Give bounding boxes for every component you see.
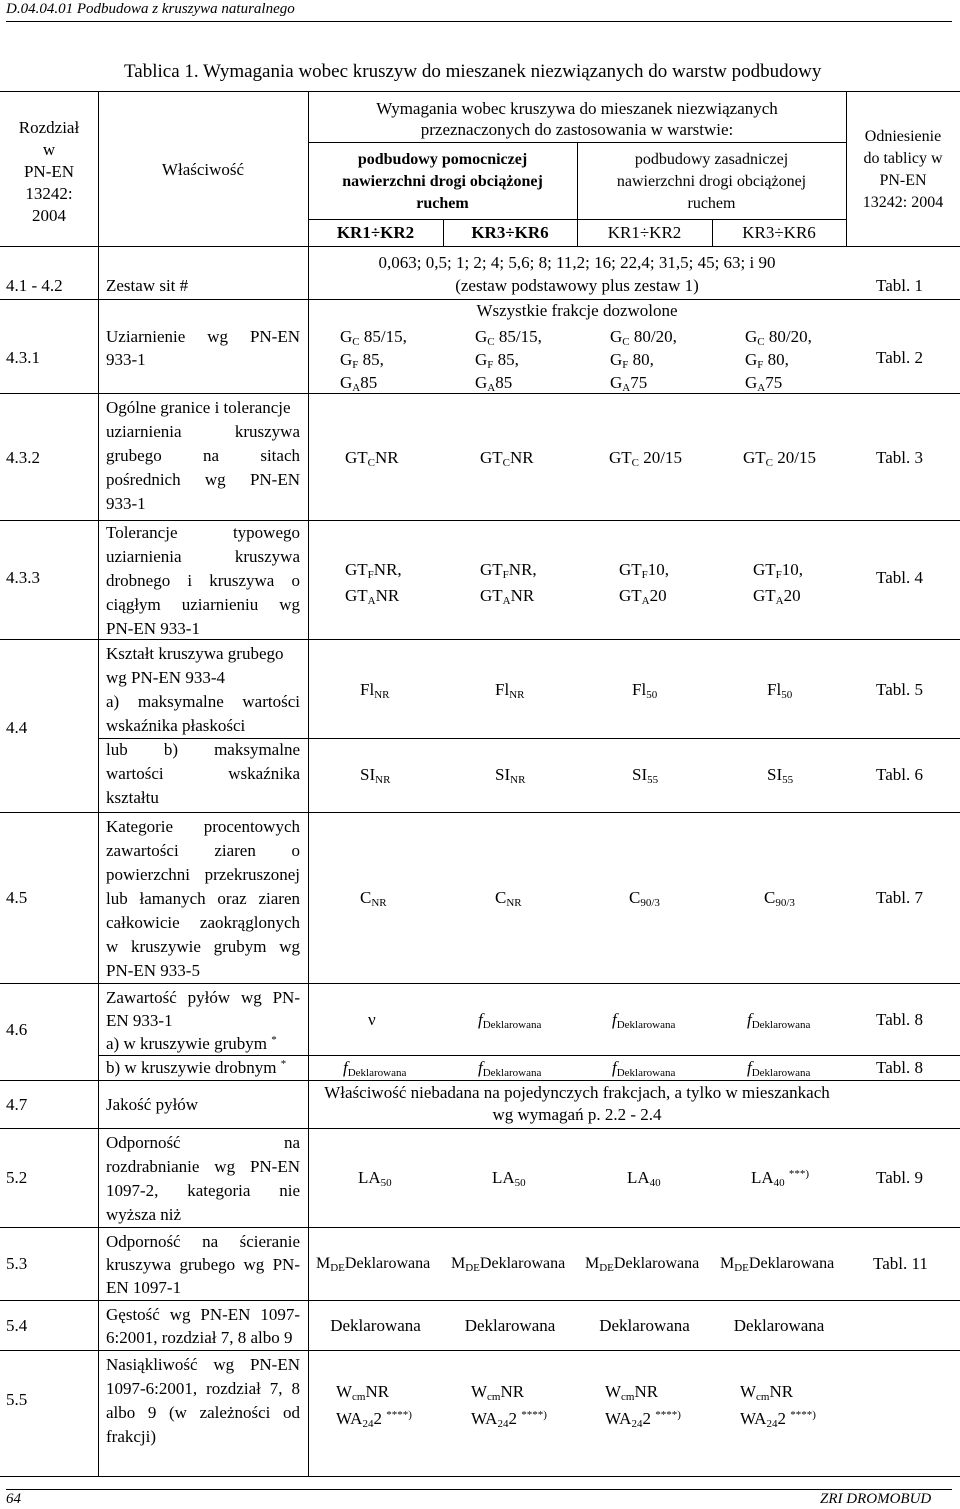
reference-tabl: Tabl. 8 <box>876 1010 923 1029</box>
head-rozdzial: Rozdział w PN-EN 13242: 2004 <box>18 118 80 225</box>
value-cell: $f_{Deklarowana}$ <box>343 1058 407 1079</box>
sieve-set-value: 0,063; 0,5; 1; 2; 4; 5,6; 8; 11,2; 16; 22,4; 31,5; 45; 63; i 90 (zestaw podstawowy plus zestaw 1) <box>378 253 776 295</box>
value-cell: $Fl_{NR}$ <box>360 680 390 701</box>
value-cell: Deklarowana <box>599 1316 690 1335</box>
value-cell: $LA_{50}$ <box>492 1168 526 1189</box>
value-cell: $G_C$ 85/15, $G_F$ 85, $G_A85$ <box>475 327 542 394</box>
page-header: D.04.04.01 Podbudowa z kruszywa naturalnego <box>6 1 295 17</box>
property-label: Odporność na rozdrabnianie wg PN-EN 1097-2, kategoria nie wyższa niż <box>106 1133 300 1224</box>
section-number: 5.5 <box>6 1390 28 1409</box>
value-cell: Deklarowana <box>330 1316 421 1335</box>
value-cell: ν <box>368 1010 376 1029</box>
value-cell: $GT_F10$, $GT_A20$ <box>753 560 804 607</box>
value-cell: $f_{Deklarowana}$ <box>747 1058 811 1079</box>
property-label: Ogólne granice i tolerancje uziarnienia kruszywa grubego na sitach pośrednich wg PN-EN 933-1 <box>106 398 300 513</box>
property-label: Zestaw sit # <box>106 276 189 295</box>
value-cell: $M_{DE}Deklarowana$ <box>316 1255 431 1274</box>
head-kr-3: KR1÷KR2 <box>607 223 682 242</box>
reference-tabl: Tabl. 11 <box>873 1254 928 1273</box>
head-wymagania: Wymagania wobec kruszywa do mieszanek niezwiązanych przeznaczonych do zastosowania w warstwie: <box>376 99 778 139</box>
value-cell: $GT_FNR$, $GT_ANR$ <box>345 560 402 607</box>
value-cell: $f_{Deklarowana}$ <box>612 1058 676 1079</box>
value-cell: $SI_{55}$ <box>767 765 794 786</box>
value-cell: $W_{cm}NR$ $WA_{24}2$ ****) <box>471 1382 547 1430</box>
section-number: 4.3.2 <box>6 448 40 467</box>
reference-tabl: Tabl. 1 <box>876 276 923 295</box>
value-cell: $W_{cm}NR$ $WA_{24}2$ ****) <box>740 1382 816 1430</box>
value-cell: $M_{DE}Deklarowana$ <box>720 1255 835 1274</box>
head-kr-2: KR3÷KR6 <box>471 223 549 242</box>
head-wlasciwosc: Właściwość <box>161 160 245 179</box>
reference-tabl: Tabl. 5 <box>876 680 923 699</box>
value-cell: $Fl_{50}$ <box>632 680 658 701</box>
value-cell: $G_C$ 80/20, $G_F$ 80, $G_A75$ <box>610 327 677 394</box>
property-label: Tolerancje typowego uziarnienia kruszywa drobnego i kruszywa o ciągłym uziarnieniu wg PN-EN 933-1 <box>106 523 300 638</box>
value-cell: $Fl_{50}$ <box>767 680 793 701</box>
property-label: Gęstość wg PN-EN 1097- 6:2001, rozdział 7, 8 albo 9 <box>106 1305 300 1347</box>
reference-tabl: Tabl. 9 <box>876 1168 923 1187</box>
reference-tabl: Tabl. 3 <box>876 448 923 467</box>
footer-publisher: ZRI DROMOBUD <box>820 1491 932 1507</box>
value-cell: $GT_FNR$, $GT_ANR$ <box>480 560 537 607</box>
reference-tabl: Tabl. 6 <box>876 765 923 784</box>
value-cell: $f_{Deklarowana}$ <box>478 1058 542 1079</box>
head-kr-4: KR3÷KR6 <box>742 223 816 242</box>
section-number: 5.2 <box>6 1168 28 1187</box>
value-cell: $SI_{NR}$ <box>360 765 391 786</box>
value-cell: $GT_CNR$ <box>345 448 399 469</box>
all-fractions-note: Wszystkie frakcje dozwolone <box>476 301 678 320</box>
value-cell: $GT_C$ 20/15 <box>609 448 682 469</box>
value-cell: $C_{90/3}$ <box>764 888 795 909</box>
value-cell: $Fl_{NR}$ <box>495 680 525 701</box>
section-number: 4.3.1 <box>6 348 40 367</box>
value-cell: $G_C$ 80/20, $G_F$ 80, $G_A75$ <box>745 327 812 394</box>
value-cell: Deklarowana <box>464 1316 556 1335</box>
value-cell: $G_C$ 85/15, $G_F$ 85, $G_A85$ <box>340 327 407 394</box>
section-number: 5.3 <box>6 1254 28 1273</box>
table-caption: Tablica 1. Wymagania wobec kruszyw do mieszanek niezwiązanych do warstw podbudowy <box>124 61 822 82</box>
value-cell: $W_{cm}NR$ $WA_{24}2$ ****) <box>605 1382 681 1430</box>
property-label: Jakość pyłów <box>106 1095 199 1114</box>
value-cell: $C_{NR}$ <box>495 888 522 909</box>
property-label: Odporność na ścieranie kruszywa grubego wg PN- EN 1097-1 <box>106 1232 300 1297</box>
value-cell: $GT_C$ 20/15 <box>743 448 816 469</box>
value-cell: $GT_F10$, $GT_A20$ <box>619 560 670 607</box>
section-number: 4.6 <box>6 1020 28 1039</box>
value-cell: $M_{DE}Deklarowana$ <box>451 1255 566 1274</box>
property-label: b) w kruszywie drobnym * <box>106 1058 287 1077</box>
span-note: Właściwość niebadana na pojedynczych frakcjach, a tylko w mieszankach wg wymagań p. 2.2 - 2.4 <box>324 1083 830 1124</box>
reference-tabl: Tabl. 2 <box>876 348 923 367</box>
value-cell: $W_{cm}NR$ $WA_{24}2$ ****) <box>336 1382 412 1430</box>
property-label: Uziarnienie wg PN-EN 933-1 <box>106 327 300 369</box>
property-label: Nasiąkliwość wg PN-EN 1097-6:2001, rozdział 7, 8 albo 9 (w zależności od frakcji) <box>106 1355 300 1446</box>
property-label: Zawartość pyłów wg PN- EN 933-1 a) w kruszywie grubym * <box>106 988 300 1053</box>
section-number: 4.7 <box>6 1095 28 1114</box>
value-cell: $SI_{55}$ <box>632 765 659 786</box>
head-pomocnicza: podbudowy pomocniczej nawierzchni drogi obciążonej ruchem <box>342 151 543 212</box>
section-number: 4.4 <box>6 718 28 737</box>
value-cell: $SI_{NR}$ <box>495 765 526 786</box>
property-label: Kategorie procentowych zawartości ziaren o powierzchni przekruszonej lub łamanych oraz ziaren całkowicie zaokrąglonych w kruszywie grubym wg PN-EN 933-5 <box>106 817 300 980</box>
section-number: 4.3.3 <box>6 568 40 587</box>
reference-tabl: Tabl. 4 <box>876 568 923 587</box>
value-cell: $C_{90/3}$ <box>629 888 660 909</box>
value-cell: $LA_{40}$ ***) <box>751 1168 810 1189</box>
section-number: 5.4 <box>6 1316 28 1335</box>
value-cell: $GT_CNR$ <box>480 448 534 469</box>
value-cell: $LA_{50}$ <box>358 1168 392 1189</box>
section-number: 4.5 <box>6 888 28 907</box>
reference-tabl: Tabl. 7 <box>876 888 923 907</box>
header-rule <box>6 21 952 22</box>
value-cell: $C_{NR}$ <box>360 888 387 909</box>
head-odniesienie: Odniesienie do tablicy w PN-EN 13242: 2004 <box>862 128 944 211</box>
head-zasadnicza: podbudowy zasadniczej nawierzchni drogi obciążonej ruchem <box>616 151 807 212</box>
value-cell: $f_{Deklarowana}$ <box>747 1010 811 1031</box>
value-cell: $M_{DE}Deklarowana$ <box>585 1255 700 1274</box>
value-cell: $LA_{40}$ <box>627 1168 661 1189</box>
value-cell: $f_{Deklarowana}$ <box>478 1010 542 1031</box>
value-cell: $f_{Deklarowana}$ <box>612 1010 676 1031</box>
property-label: Kształt kruszywa grubego wg PN-EN 933-4 a) maksymalne wartości wskaźnika płaskości lub b) maksymalne wartości wskaźnika kształtu <box>106 644 300 807</box>
page-number: 64 <box>6 1491 21 1507</box>
reference-tabl: Tabl. 8 <box>876 1058 923 1077</box>
footer-rule <box>6 1489 952 1490</box>
value-cell: Deklarowana <box>733 1316 825 1335</box>
head-kr-1: KR1÷KR2 <box>336 223 415 242</box>
section-number: 4.1 - 4.2 <box>6 276 63 295</box>
